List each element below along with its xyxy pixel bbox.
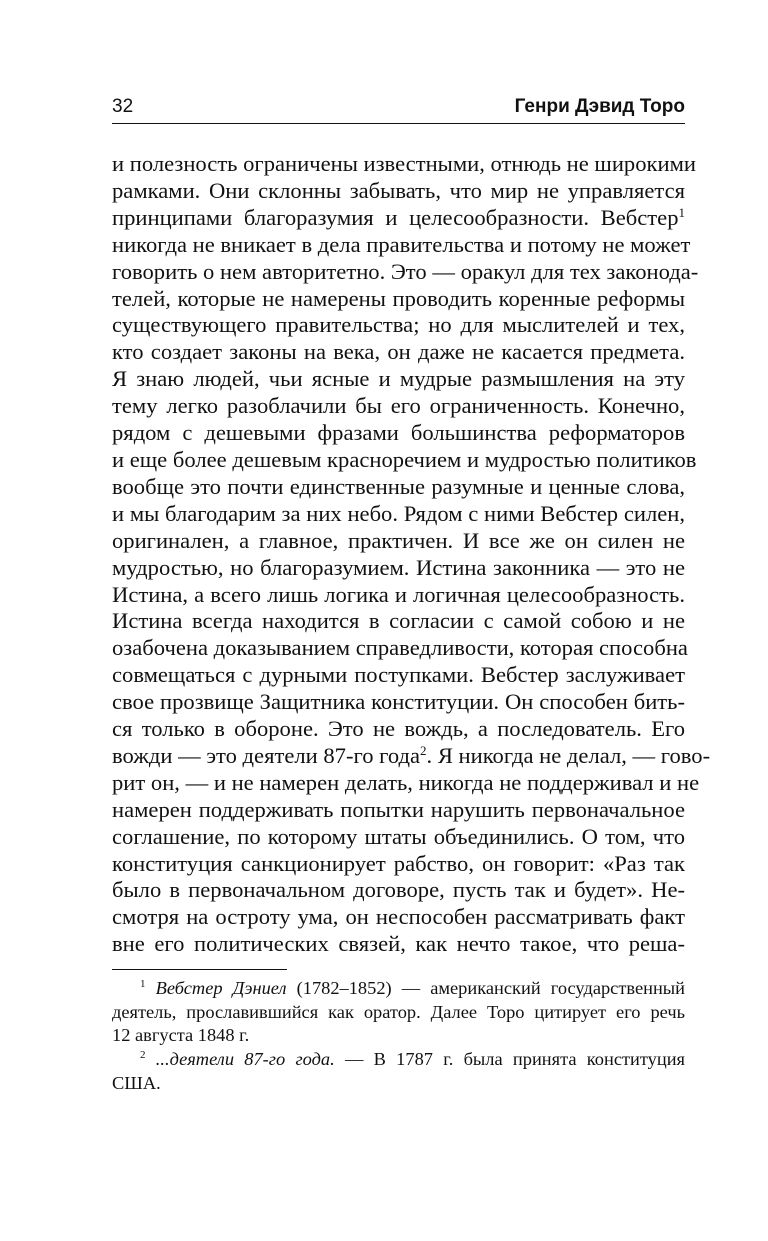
text-line: Я знаю людей, чьи ясные и мудрые размышления на эту (112, 366, 685, 392)
text-line: и еще более дешевым красноречием и мудростью политиков (112, 446, 697, 472)
text-line: соглашение, по которому штаты объединились. О том, что (112, 823, 685, 849)
footnote-ref-2[interactable]: 2 (420, 742, 427, 758)
text-line: кто создает законы на века, он даже не касается предмета. (112, 339, 685, 365)
text-line: ся только в обороне. Это не вождь, а последователь. Его (112, 716, 685, 742)
text-line: вожди — это деятели 87-го года$^2$. Я никогда не делал, — гово- (112, 742, 711, 768)
footnote-ref-1[interactable]: 1 (678, 204, 685, 220)
text-line: рамками. Они склонны забывать, что мир не управляется (112, 177, 685, 203)
text-line: рит он, — и не намерен делать, никогда не поддерживал и не (112, 769, 700, 795)
running-header (112, 96, 685, 124)
text-line: телей, которые не намерены проводить коренные реформы (112, 285, 685, 311)
text-line: тему легко разоблачили бы его ограниченность. Конечно, (112, 393, 685, 419)
text-line: вне его политических связей, как нечто такое, что реша- (112, 931, 685, 957)
footnote-divider (112, 969, 287, 970)
body-text (112, 151, 711, 958)
text-line: вообще это почти единственные разумные и ценные слова, (112, 473, 685, 499)
text-line: оригинален, а главное, практичен. И все же он силен не (112, 527, 685, 553)
text-line: и мы благодарим за них небо. Рядом с ними Вебстер силен, (112, 500, 685, 526)
text-line: никогда не вникает в дела правительства и потому не может (112, 231, 691, 257)
text-line: озабочена доказыванием справедливости, которая способна (112, 635, 688, 661)
footnotes (112, 977, 685, 1095)
footnote-1-line: деятель, прославившийся как оратор. Далее Торо цитирует его речь (112, 1001, 685, 1022)
text-line: существующего правительства; но для мыслителей и тех, (112, 312, 685, 338)
text-line: было в первоначальном договоре, пусть так и будет». Не- (112, 877, 685, 903)
text-line: смотря на остроту ума, он неспособен рассматривать факт (112, 904, 685, 930)
text-line: намерен поддерживать попытки нарушить первоначальное (112, 796, 685, 822)
text-line: говорить о нем авторитетно. Это — оракул для тех законода- (112, 258, 699, 284)
text-line: Истина всегда находится в согласии с самой собою и не (112, 608, 685, 634)
page-number: 32 (112, 96, 134, 117)
footnote-2: $^2$ ...деятели 87-го года. — В 1787 г. была принята конституция (140, 1048, 686, 1069)
footnote-1-line: 12 августа 1848 г. (112, 1025, 250, 1046)
footnote-2-line: США. (112, 1072, 161, 1093)
running-head-author: Генри Дэвид Торо (514, 96, 685, 117)
text-line: мудростью, но благоразумием. Истина законника — это не (112, 554, 685, 580)
text-line: и полезность ограничены известными, отнюдь не широкими (112, 151, 696, 176)
text-line: принципами благоразумия и целесообразности. Вебстер$^1$ (112, 204, 685, 230)
book-page (112, 96, 711, 1095)
text-line: совмещаться с дурными поступками. Вебстер заслуживает (112, 662, 685, 688)
text-line: свое прозвище Защитника конституции. Он способен бить- (112, 689, 685, 715)
text-line: Истина, а всего лишь логика и логичная целесообразность. (112, 581, 685, 607)
text-line: конституция санкционирует рабство, он говорит: «Раз так (112, 850, 685, 876)
footnote-1: $^1$ Вебстер Дэниел (1782–1852) — американский государственный (140, 978, 685, 999)
text-line: рядом с дешевыми фразами большинства реформаторов (112, 420, 685, 446)
